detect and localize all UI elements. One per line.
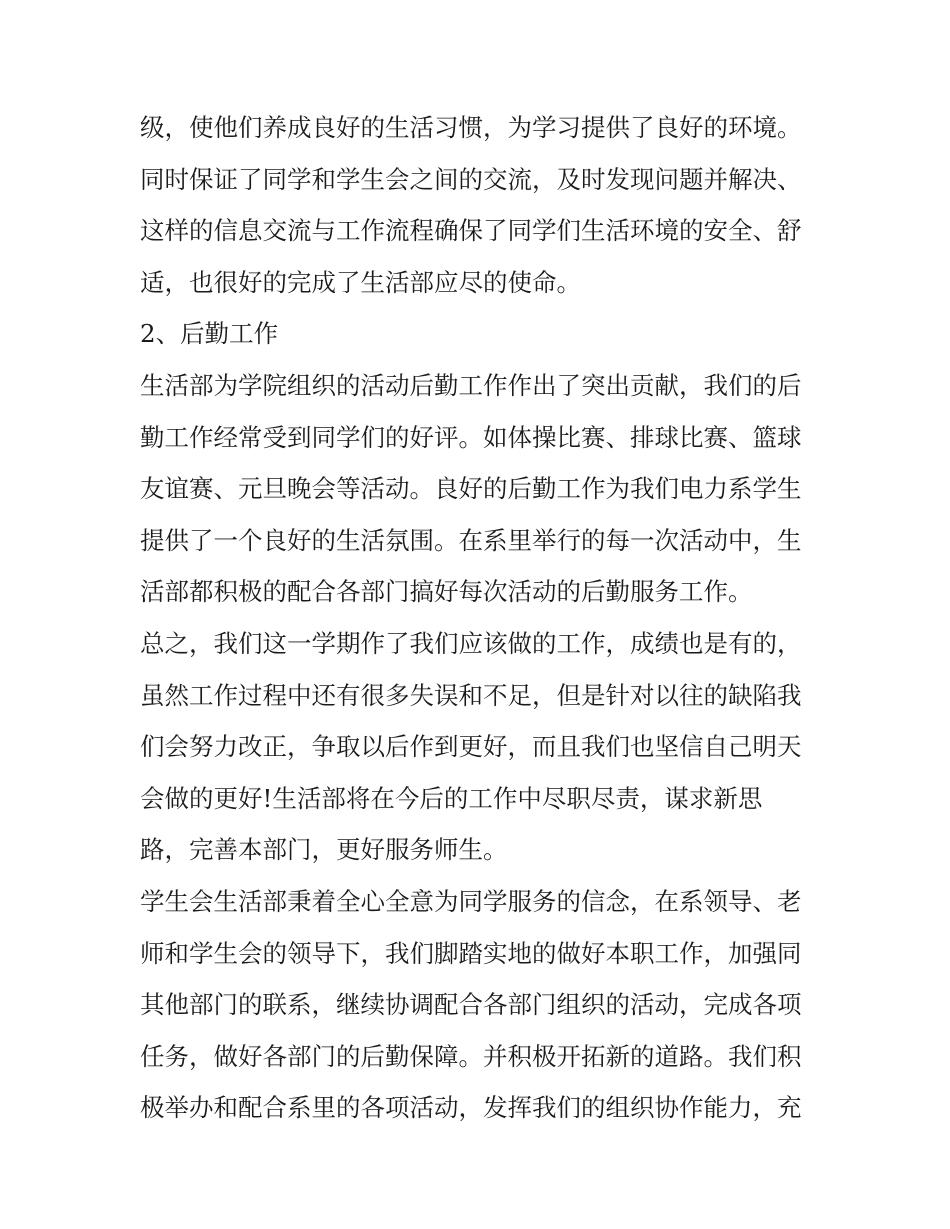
document-body	[140, 102, 830, 1134]
text-line: 会做的更好!生活部将在今后的工作中尽职尽责，谋求新思	[140, 783, 763, 813]
text-line: 极举办和配合系里的各项活动，发挥我们的组织协作能力，充	[140, 1093, 802, 1123]
text-line: 其他部门的联系，继续协调配合各部门组织的活动，完成各项	[140, 990, 802, 1020]
text-line: 师和学生会的领导下，我们脚踏实地的做好本职工作，加强同	[140, 938, 802, 968]
text-line: 虽然工作过程中还有很多失误和不足，但是针对以往的缺陷我	[140, 680, 802, 710]
text-line: 友谊赛、元旦晚会等活动。良好的后勤工作为我们电力系学生	[140, 474, 802, 504]
text-line: 们会努力改正，争取以后作到更好，而且我们也坚信自己明天	[140, 732, 802, 762]
text-line: 活部都积极的配合各部门搞好每次活动的后勤服务工作。	[140, 577, 753, 607]
text-line: 学生会生活部秉着全心全意为同学服务的信念，在系领导、老	[140, 886, 802, 916]
text-line: 路，完善本部门，更好服务师生。	[140, 835, 508, 865]
text-line: 级，使他们养成良好的生活习惯，为学习提供了良好的环境。	[140, 113, 802, 142]
text-line: 总之，我们这一学期作了我们应该做的工作，成绩也是有的，	[140, 628, 802, 658]
text-line: 适，也很好的完成了生活部应尽的使命。	[140, 267, 581, 297]
text-line: 提供了一个良好的生活氛围。在系里举行的每一次活动中，生	[140, 525, 802, 555]
text-line: 任务，做好各部门的后勤保障。并积极开拓新的道路。我们积	[140, 1041, 802, 1071]
section-heading: 2、后勤工作	[140, 319, 279, 349]
text-line: 勤工作经常受到同学们的好评。如体操比赛、排球比赛、篮球	[140, 422, 802, 452]
text-line: 生活部为学院组织的活动后勤工作作出了突出贡献，我们的后	[140, 370, 802, 400]
text-line: 这样的信息交流与工作流程确保了同学们生活环境的安全、舒	[140, 216, 802, 246]
text-line: 同时保证了同学和学生会之间的交流，及时发现问题并解决、	[140, 164, 802, 194]
